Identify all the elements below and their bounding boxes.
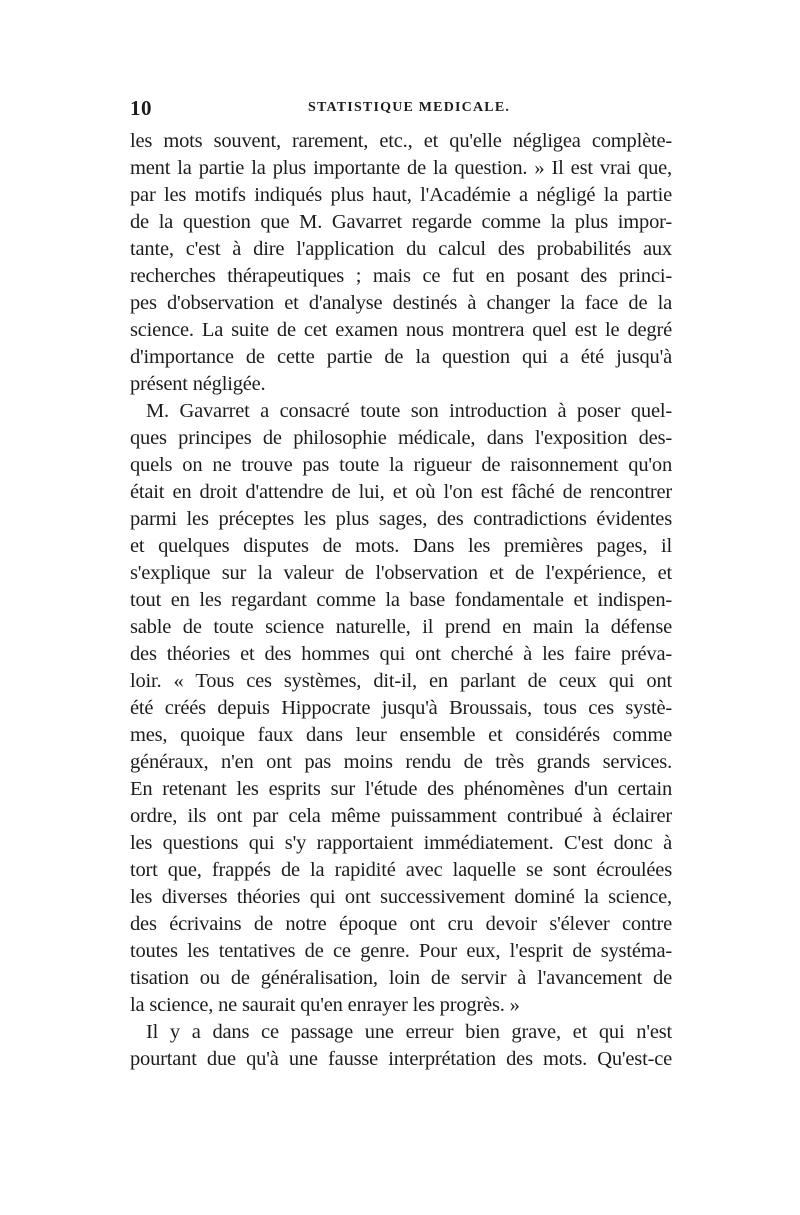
text-line: sable de toute science naturelle, il prend en main la défense — [130, 616, 672, 638]
text-line: présent négligée. — [130, 373, 266, 395]
text-line: tisation ou de généralisation, loin de servir à l'avancement de — [130, 967, 672, 989]
body-text — [130, 128, 672, 1073]
text-line: parmi les préceptes les plus sages, des contradictions évidentes — [130, 508, 672, 530]
text-line: Il y a dans ce passage une erreur bien grave, et qui n'est — [146, 1021, 672, 1043]
text-line: d'importance de cette partie de la question qui a été jusqu'à — [130, 346, 672, 368]
text-line: toutes les tentatives de ce genre. Pour eux, l'esprit de systéma- — [130, 940, 672, 962]
text-line: ordre, ils ont par cela même puissamment contribué à éclairer — [130, 805, 672, 827]
text-line: tout en les regardant comme la base fondamentale et indispen- — [130, 589, 672, 611]
text-line: M. Gavarret a consacré toute son introduction à poser quel- — [146, 400, 672, 422]
text-line: était en droit d'attendre de lui, et où l'on est fâché de rencontrer — [130, 481, 672, 503]
text-line: des écrivains de notre époque ont cru devoir s'élever contre — [130, 913, 672, 935]
text-line: ment la partie la plus importante de la question. » Il est vrai que, — [130, 157, 672, 179]
text-line: les diverses théories qui ont successivement dominé la science, — [130, 886, 672, 908]
text-line: des théories et des hommes qui ont cherché à les faire préva- — [130, 643, 672, 665]
text-line: tante, c'est à dire l'application du calcul des probabilités aux — [130, 238, 672, 260]
text-line: de la question que M. Gavarret regarde comme la plus impor- — [130, 211, 672, 233]
text-line: s'explique sur la valeur de l'observation et de l'expérience, et — [130, 562, 672, 584]
text-line: pourtant due qu'à une fausse interprétation des mots. Qu'est-ce — [130, 1048, 672, 1070]
running-title: STATISTIQUE MEDICALE. — [308, 100, 511, 115]
text-line: loir. « Tous ces systèmes, dit-il, en parlant de ceux qui ont — [130, 670, 672, 692]
text-line: les questions qui s'y rapportaient immédiatement. C'est donc à — [130, 832, 672, 854]
text-line: par les motifs indiqués plus haut, l'Académie a négligé la partie — [130, 184, 672, 206]
text-line: pes d'observation et d'analyse destinés à changer la face de la — [130, 292, 672, 314]
text-line: la science, ne saurait qu'en enrayer les progrès. » — [130, 994, 520, 1016]
text-line: ques principes de philosophie médicale, dans l'exposition des- — [130, 427, 672, 449]
text-line: les mots souvent, rarement, etc., et qu'elle négligea complète- — [130, 130, 672, 152]
text-line: science. La suite de cet examen nous montrera quel est le degré — [130, 319, 672, 341]
page-header — [130, 96, 670, 122]
text-line: été créés depuis Hippocrate jusqu'à Broussais, tous ces systè- — [130, 697, 672, 719]
text-line: tort que, frappés de la rapidité avec laquelle se sont écroulées — [130, 859, 672, 881]
text-line: généraux, n'en ont pas moins rendu de très grands services. — [130, 751, 672, 773]
text-line: recherches thérapeutiques ; mais ce fut en posant des princi- — [130, 265, 672, 287]
text-line: et quelques disputes de mots. Dans les premières pages, il — [130, 535, 672, 557]
text-line: En retenant les esprits sur l'étude des phénomènes d'un certain — [130, 778, 672, 800]
text-line: mes, quoique faux dans leur ensemble et considérés comme — [130, 724, 672, 746]
page-number: 10 — [130, 96, 152, 120]
text-line: quels on ne trouve pas toute la rigueur de raisonnement qu'on — [130, 454, 672, 476]
